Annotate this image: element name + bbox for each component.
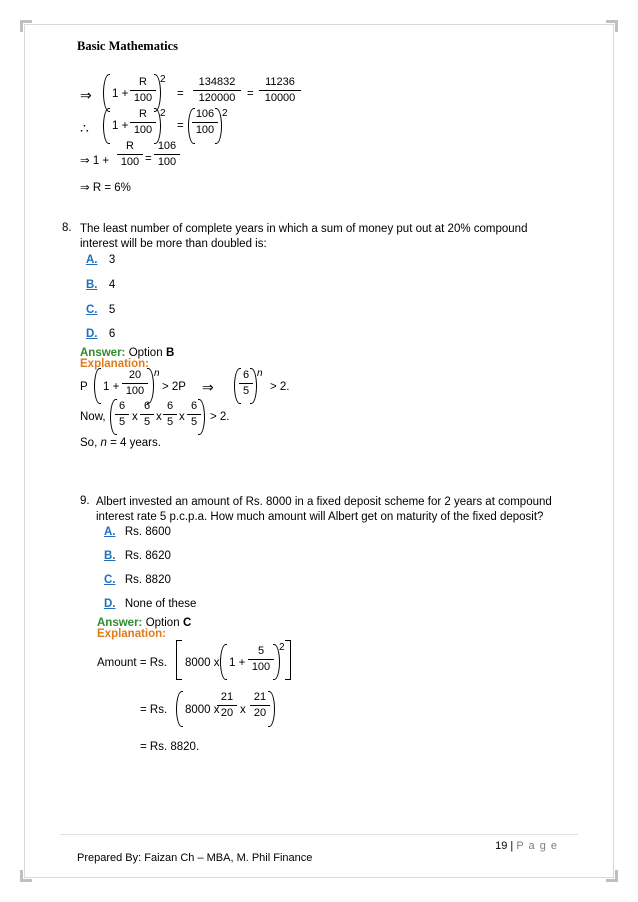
page-word: P a g e: [516, 840, 558, 852]
exponent-n: n: [154, 368, 160, 379]
footer-divider: [60, 834, 578, 835]
equals-sign: =: [145, 153, 152, 165]
equals-sign: =: [247, 88, 254, 100]
option-value: Rs. 8820: [124, 574, 171, 586]
exponent-n: n: [257, 368, 263, 379]
option-a[interactable]: [104, 524, 171, 538]
footer-prepared-by: Prepared By: Faizan Ch – MBA, M. Phil Finance: [77, 852, 313, 864]
one-plus: 1 +: [229, 657, 246, 669]
implies-one-plus: ⇒ 1 +: [80, 155, 110, 167]
fraction-6-5: $\frac{6}{5}$: [239, 369, 253, 398]
fraction-11236-10000: $\frac{11236}{10000}$: [259, 76, 301, 105]
derivation-result: ⇒ R = 6%: [80, 182, 131, 194]
option-value: Rs. 8600: [124, 526, 171, 538]
equals-sign: =: [177, 120, 184, 132]
conclusion-text: = 4 years.: [110, 437, 161, 449]
question-text: The least number of complete years in which a sum of money put out at 20% compound interest will be more than doubled is:: [80, 223, 528, 250]
fraction-6-5: $\frac{6}{5}$: [187, 400, 201, 429]
paren-left: [94, 368, 101, 404]
fraction-6-5: $\frac{6}{5}$: [163, 400, 177, 429]
page-border: [24, 24, 614, 878]
option-value: 5: [108, 304, 116, 316]
option-letter[interactable]: D.: [104, 598, 116, 610]
var-p: P: [80, 381, 88, 393]
fraction-134832-120000: $\frac{134832}{120000}$: [193, 76, 241, 105]
bracket-right: [285, 640, 291, 680]
option-value: 6: [108, 328, 116, 340]
exponent: 2: [160, 108, 166, 119]
principal-times: 8000 x: [185, 657, 220, 669]
fraction-21-20: $\frac{21}{20}$: [217, 691, 237, 720]
var-n: n: [100, 437, 107, 449]
now-label: Now,: [80, 411, 106, 423]
fraction-106-100: $\frac{106}{100}$: [154, 140, 180, 169]
option-c[interactable]: [86, 302, 115, 316]
paren-left: [220, 644, 227, 680]
one-plus: 1 +: [112, 88, 129, 100]
fraction-6-5: $\frac{6}{5}$: [115, 400, 129, 429]
exponent: 2: [160, 74, 166, 85]
option-c[interactable]: [104, 572, 171, 586]
times: x: [179, 411, 185, 423]
option-letter[interactable]: D.: [86, 328, 98, 340]
option-value: 3: [108, 254, 116, 266]
option-letter[interactable]: B.: [86, 279, 98, 291]
corner-mark: [606, 20, 618, 32]
therefore-symbol: ∴: [80, 120, 89, 136]
option-a[interactable]: [86, 252, 115, 266]
answer-text: Option: [145, 617, 180, 629]
one-plus: 1 +: [103, 381, 120, 393]
fraction-r-100: $\frac{R}{100}$: [130, 76, 156, 105]
page-separator: |: [510, 840, 514, 852]
question-number: 8.: [62, 222, 72, 234]
fraction-r-100: $\frac{R}{100}$: [130, 108, 156, 137]
explanation-label: Explanation:: [80, 358, 150, 370]
page-number-value: 19: [495, 840, 508, 852]
conclusion: [80, 437, 161, 449]
implies-symbol: ⇒: [202, 379, 214, 395]
answer-label: Answer:: [80, 347, 126, 359]
paren-left: [103, 74, 110, 112]
gt-2p: > 2P: [162, 381, 186, 393]
final-amount: = Rs. 8820.: [140, 741, 200, 753]
option-b[interactable]: [86, 277, 115, 291]
bracket-left: [176, 640, 182, 680]
amount-label: Amount = Rs.: [97, 657, 167, 669]
exponent: 2: [279, 642, 285, 653]
fraction-21-20: $\frac{21}{20}$: [250, 691, 270, 720]
fraction-20-100: $\frac{20}{100}$: [122, 369, 148, 398]
option-value: 4: [108, 279, 116, 291]
answer-line: [97, 615, 191, 629]
corner-mark: [20, 20, 32, 32]
option-letter[interactable]: A.: [86, 254, 98, 266]
one-plus: 1 +: [112, 120, 129, 132]
answer-line: [80, 345, 174, 359]
answer-label: Answer:: [97, 617, 143, 629]
page-number: [495, 840, 558, 852]
option-b[interactable]: [104, 548, 171, 562]
option-value: None of these: [124, 598, 197, 610]
option-value: Rs. 8620: [124, 550, 171, 562]
corner-mark: [20, 870, 32, 882]
question-text: Albert invested an amount of Rs. 8000 in a fixed deposit scheme for 2 years at compound interest rate 5 p.c.p.a. How much amount will Albert get on maturity of the fixed deposit?: [96, 496, 552, 523]
page-header-title: Basic Mathematics: [77, 39, 179, 53]
explanation-label: Explanation:: [97, 628, 167, 640]
principal-times: 8000 x: [185, 704, 220, 716]
times: x: [156, 411, 162, 423]
corner-mark: [606, 870, 618, 882]
option-letter[interactable]: A.: [104, 526, 116, 538]
exponent: 2: [222, 108, 228, 119]
paren-left: [176, 691, 183, 727]
answer-option: B: [165, 347, 175, 359]
answer-option: C: [182, 617, 192, 629]
gt-2: > 2.: [210, 411, 230, 423]
gt-2: > 2.: [270, 381, 290, 393]
equals-rs: = Rs.: [140, 704, 168, 716]
equals-sign: =: [177, 88, 184, 100]
times: x: [240, 704, 246, 716]
fraction-6-5: $\frac{6}{5}$: [140, 400, 154, 429]
option-d[interactable]: [104, 596, 196, 610]
option-d[interactable]: [86, 326, 115, 340]
times: x: [132, 411, 138, 423]
fraction-r-100: $\frac{R}{100}$: [117, 140, 143, 169]
implies-symbol: ⇒: [80, 87, 92, 103]
option-letter[interactable]: B.: [104, 550, 116, 562]
fraction-5-100: $\frac{5}{100}$: [248, 645, 274, 674]
so-label: So,: [80, 437, 98, 449]
paren-left: [103, 108, 110, 144]
fraction-106-100: $\frac{106}{100}$: [192, 108, 218, 137]
option-letter[interactable]: C.: [104, 574, 116, 586]
option-letter[interactable]: C.: [86, 304, 98, 316]
question-number: 9.: [80, 495, 90, 507]
answer-text: Option: [128, 347, 163, 359]
